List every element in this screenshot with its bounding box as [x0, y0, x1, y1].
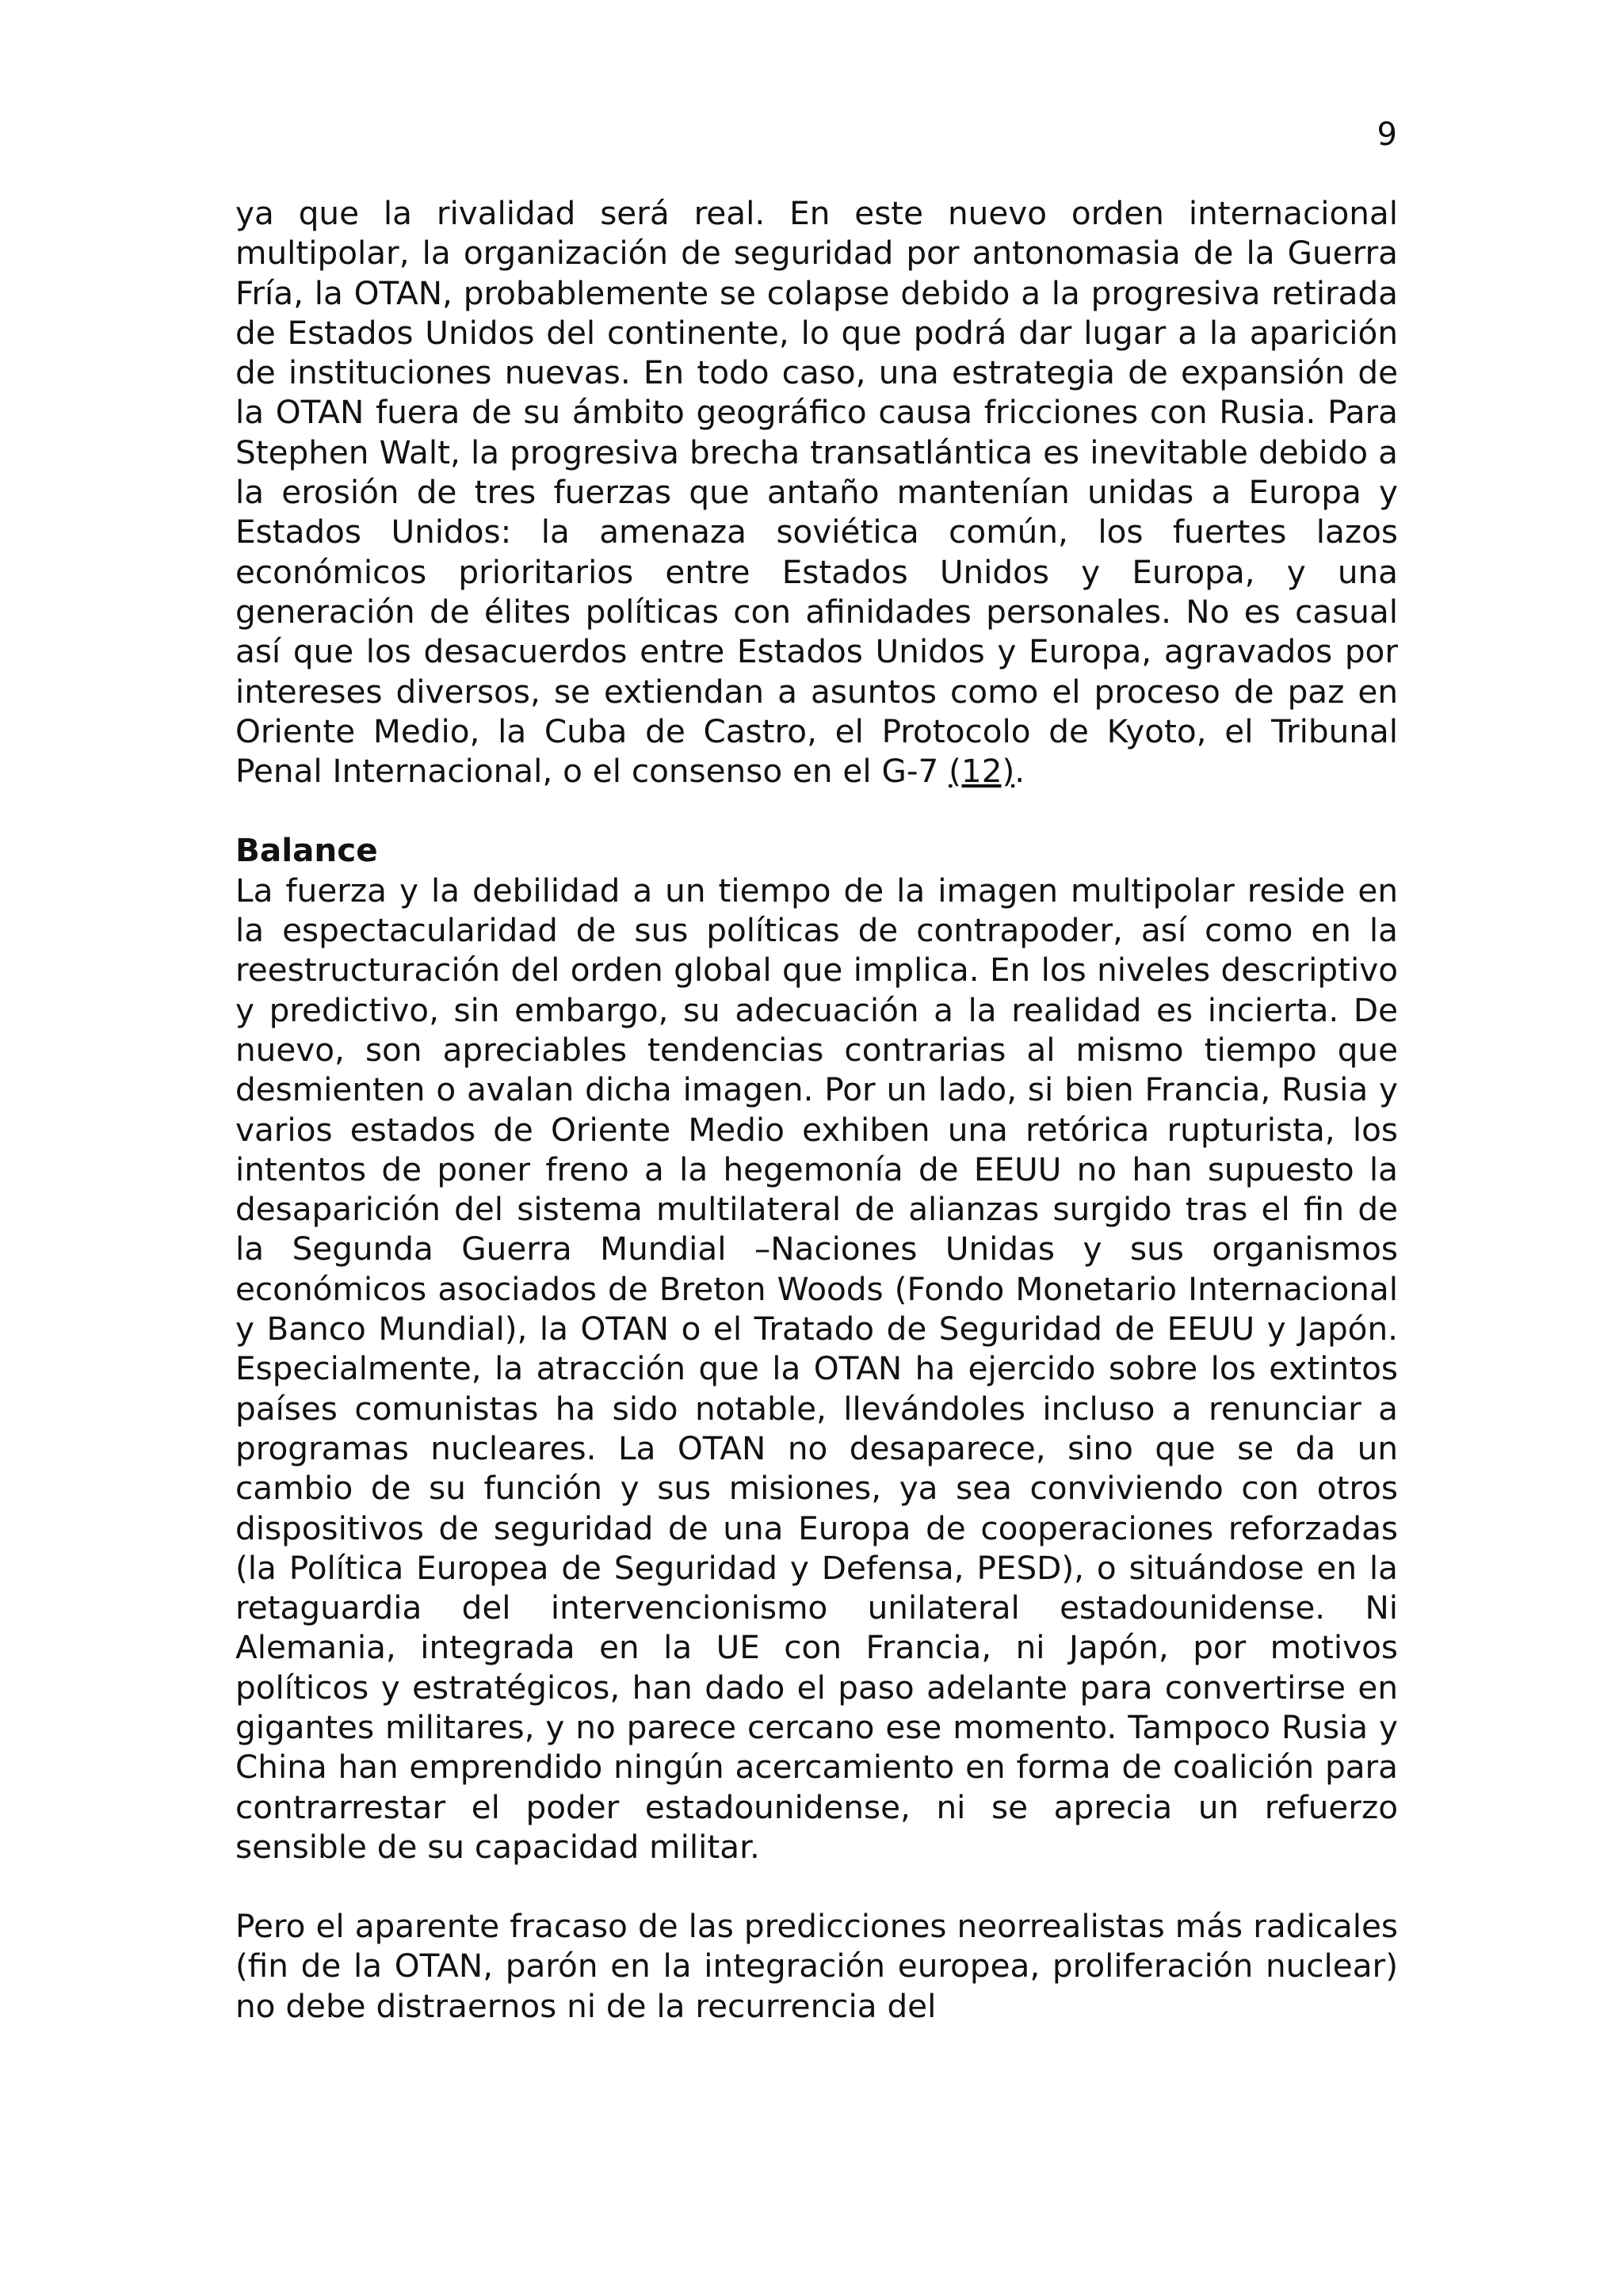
paragraph-spacer — [235, 1867, 1398, 1906]
body-paragraph-3: Pero el aparente fracaso de las predicciones neorrealistas más radicales (fin de la OTAN, parón en la integración europea, proliferación nuclear) no debe distraernos ni de la recurrencia del — [235, 1907, 1398, 2025]
body-paragraph-1-text: ya que la rivalidad será real. En este nuevo orden internacional multipolar, la organización de seguridad por antonomasia de la Guerra Fría, la OTAN, probablemente se colapse debido a la progresiva retirada de Estados Unidos del continente, lo que podrá dar lugar a la aparición de instituciones nuevas. En todo caso, una estrategia de expansión de la OTAN fuera de su ámbito geográfico causa fricciones con Rusia. Para Stephen Walt, la progresiva brecha transatlántica es inevitable debido a la erosión de tres fuerzas que antaño mantenían unidas a Europa y Estados Unidos: la amenaza soviética común, los fuertes lazos económicos prioritarios entre Estados Unidos y Europa, y una generación de élites políticas con afinidades personales. No es casual así que los desacuerdos entre Estados Unidos y Europa, agravados por intereses diversos, se extiendan a asuntos como el proceso de paz en Oriente Medio, la Cuba de Castro, el Protocolo de Kyoto, el Tribunal Penal Internacional, o el consenso en el G-7 — [235, 194, 1398, 791]
body-paragraph-balance: La fuerza y la debilidad a un tiempo de la imagen multipolar reside en la espectacularidad de sus políticas de contrapoder, así como en la reestructuración del orden global que implica. En los niveles descriptivo y predictivo, sin embargo, su adecuación a la realidad es incierta. De nuevo, son apreciables tendencias contrarias al mismo tiempo que desmienten o avalan dicha imagen. Por un lado, si bien Francia, Rusia y varios estados de Oriente Medio exhiben una retórica rupturista, los intentos de poner freno a la hegemonía de EEUU no han supuesto la desaparición del sistema multilateral de alianzas surgido tras el fin de la Segunda Guerra Mundial –Naciones Unidas y sus organismos económicos asociados de Breton Woods (Fondo Monetario Internacional y Banco Mundial), la OTAN o el Tratado de Seguridad de EEUU y Japón. Especialmente, la atracción que la OTAN ha ejercido sobre los extintos países comunistas ha sido notable, llevándoles incluso a renunciar a programas nucleares. La OTAN no desaparece, sino que se da un cambio de su función y sus misiones, ya sea conviviendo con otros dispositivos de seguridad de una Europa de cooperaciones reforzadas (la Política Europea de Seguridad y Defensa, PESD), o situándose en la retaguardia del intervencionismo unilateral estadounidense. Ni Alemania, integrada en la UE con Francia, ni Japón, por motivos políticos y estratégicos, han dado el paso adelante para convertirse en gigantes militares, y no parece cercano ese momento. Tampoco Rusia y China han emprendido ningún acercamiento en forma de coalición para contrarrestar el poder estadounidense, ni se aprecia un refuerzo sensible de su capacidad militar. — [235, 871, 1398, 1866]
body-paragraph-1-end: . — [1014, 752, 1025, 791]
paragraph-spacer — [235, 791, 1398, 830]
body-paragraph-1 — [235, 193, 1398, 791]
section-heading-balance: Balance — [235, 831, 378, 870]
page-content — [235, 193, 1398, 2026]
footnote-link-12[interactable]: (12) — [949, 752, 1015, 791]
page-number: 9 — [1377, 116, 1397, 153]
